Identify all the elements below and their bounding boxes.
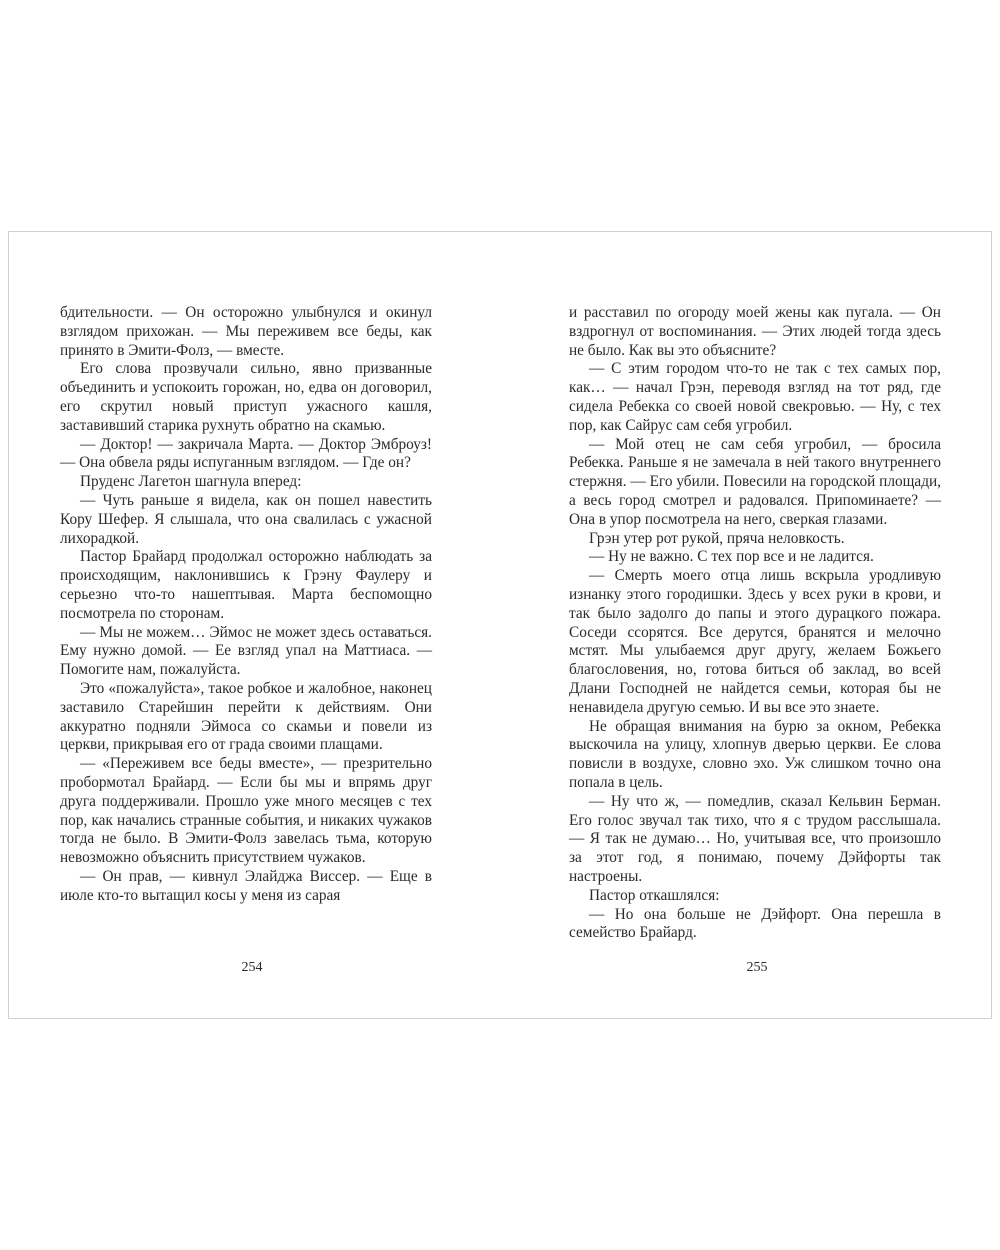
left-paragraph-7: — Мы не можем… Эймос не может здесь оставаться. Ему нужно домой. — Ее взгляд упал на Маттиаса. — Помогите нам, пожалуйста. [60, 623, 432, 679]
right-paragraph-2: — С этим городом что-то не так с тех самых пор, как… — начал Грэн, переводя взгляд на тот ряд, где сидела Ребекка со своей новой свекровью. — Ну, с тех пор, как Сайрус сам себя угробил. [569, 360, 941, 434]
left-paragraph-3: — Доктор! — закричала Марта. — Доктор Эмброуз! — Она обвела ряды испуганным взглядом. — Где он? [60, 435, 432, 472]
left-paragraph-1: бдительности. — Он осторожно улыбнулся и окинул взглядом прихожан. — Мы переживем все беды, как принято в Эмити-Фолз, — вместе. [60, 304, 432, 359]
right-paragraph-7: Не обращая внимания на бурю за окном, Ребекка выскочила на улицу, хлопнув дверью церкви. Ее слова повисли в воздухе, словно эхо. Уж слишком точно она попала в цель. [569, 717, 941, 791]
right-paragraph-3: — Мой отец не сам себя угробил, — бросила Ребекка. Раньше я не замечала в ней такого внутреннего стержня. — Его убили. Повесили на городской площади, а весь город смотрел и радовался. Припоминаете? — Она в упор посмотрела на него, сверкая глазами. [569, 435, 941, 528]
right-paragraph-5: — Ну не важно. С тех пор все и не ладится. [589, 548, 874, 566]
left-paragraph-4: Пруденс Лагетон шагнула вперед: [80, 473, 302, 491]
right-paragraph-8: — Ну что ж, — помедлив, сказал Кельвин Берман. Его голос звучал так тихо, что я с трудом расслышала. — Я так не думаю… Но, учитывая все, что произошло за этот год, я понимаю, почему Дэйфорты так настроены. [569, 792, 941, 885]
left-paragraph-9: — «Переживем все беды вместе», — презрительно пробормотал Брайард. — Если бы мы и впрямь друг друга поддерживали. Прошло уже много месяцев с тех пор, как начались странные события, и никаких чужаков тогда не было. В Эмити-Фолз завелась тьма, которую невозможно объяснить присутствием чужаков. [60, 755, 432, 867]
right-paragraph-10: — Но она больше не Дэйфорт. Она перешла в семейство Брайард. [569, 905, 941, 942]
right-page [569, 304, 941, 943]
page-number-right: 255 [746, 960, 768, 975]
page-number-left: 254 [241, 960, 263, 975]
right-paragraph-1: и расставил по огороду моей жены как пугала. — Он вздрогнул от воспоминания. — Этих людей тогда здесь не было. Как вы это объясните? [569, 304, 941, 359]
right-paragraph-4: Грэн утер рот рукой, пряча неловкость. [589, 529, 845, 547]
right-paragraph-6: — Смерть моего отца лишь вскрыла уродливую изнанку этого городишки. Здесь у всех руки в крови, и так было задолго до папы и этого дурацкого пожара. Соседи ссорятся. Все дерутся, бранятся и мелочно мстят. Мы улыбаемся друг другу, желаем Божьего благословения, но, готова биться об заклад, во всей Длани Господней не найдется семьи, которая бы не ненавидела другую семью. И вы все это знаете. [569, 567, 941, 716]
left-paragraph-6: Пастор Брайард продолжал осторожно наблюдать за происходящим, наклонившись к Грэну Фаулеру и серьезно что-то нашептывая. Марта беспомощно посмотрела по сторонам. [60, 548, 432, 622]
left-page [60, 304, 432, 906]
book-spread [8, 231, 992, 1019]
left-paragraph-8: Это «пожалуйста», такое робкое и жалобное, наконец заставило Старейшин перейти к действиям. Они аккуратно подняли Эймоса со скамьи и повели из церкви, прикрывая его от града своими плащами. [60, 679, 432, 754]
left-paragraph-2: Его слова прозвучали сильно, явно призванные объединить и успокоить горожан, но, едва он договорил, его скрутил новый приступ ужасного кашля, заставивший старика рухнуть обратно на скамью. [60, 360, 432, 434]
right-paragraph-9: Пастор откашлялся: [589, 886, 720, 904]
left-paragraph-10: — Он прав, — кивнул Элайджа Виссер. — Еще в июле кто-то вытащил косы у меня из сарая [60, 867, 432, 904]
left-paragraph-5: — Чуть раньше я видела, как он пошел навестить Кору Шефер. Я слышала, что она свалилась с ужасной лихорадкой. [60, 491, 432, 547]
